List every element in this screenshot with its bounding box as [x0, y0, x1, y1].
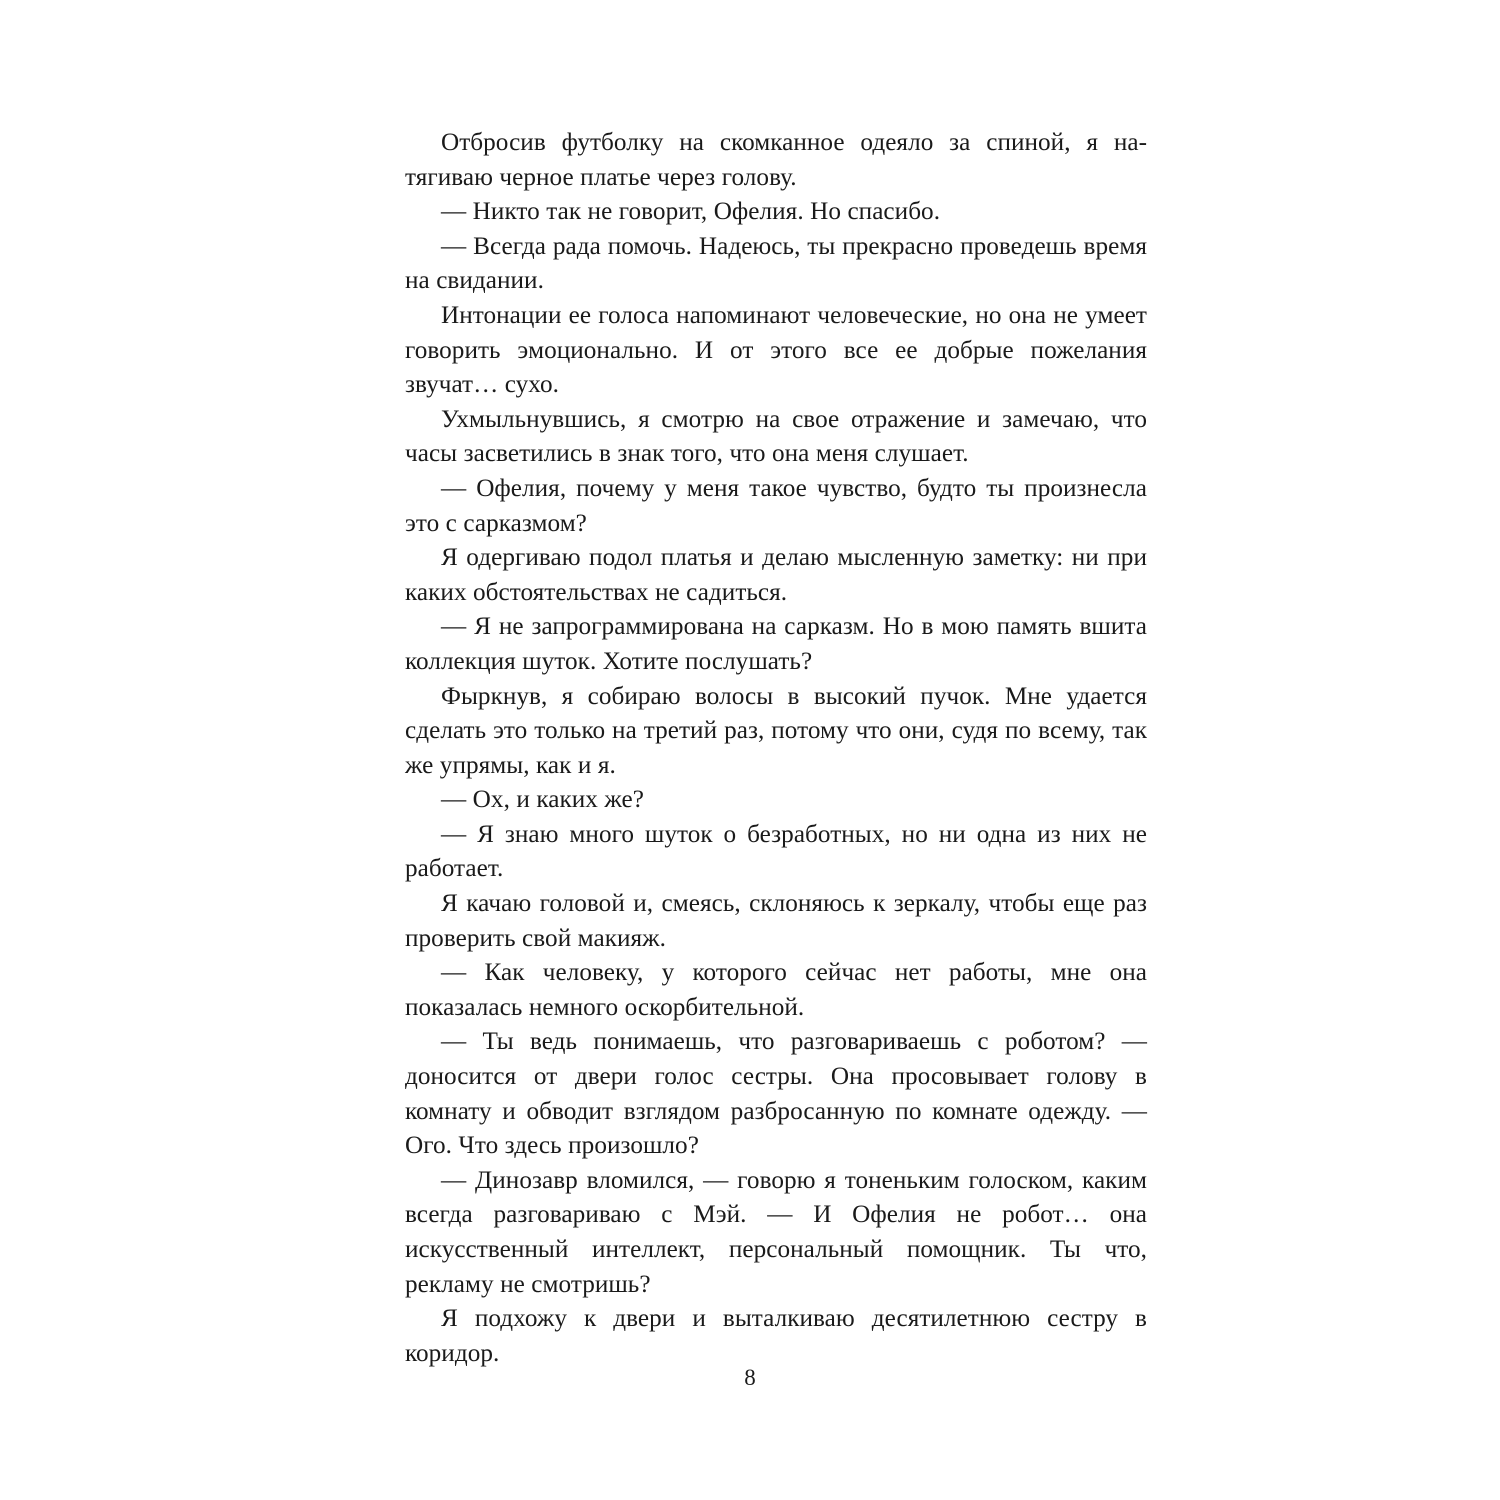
paragraph: — Никто так не говорит, Офелия. Но спасибо.: [441, 198, 941, 226]
paragraph: Я качаю головой и, смеясь, склоняюсь к зеркалу, чтобы еще раз проверить свой макияж.: [405, 890, 1147, 952]
paragraph: Фыркнув, я собираю волосы в высокий пучок. Мне удается сделать это только на третий раз, потому что они, судя по всему, так же упрямы, как и я.: [405, 682, 1147, 779]
page-number: 8: [744, 1365, 756, 1390]
paragraph: — Я знаю много шуток о безработных, но ни одна из них не работает.: [405, 820, 1147, 883]
paragraph: — Как человеку, у которого сейчас нет работы, мне она показалась немного оскорбительной.: [405, 959, 1147, 1021]
paragraph: — Офелия, почему у меня такое чувство, будто ты произнесла это с сарказмом?: [405, 474, 1147, 537]
paragraph: — Динозавр вломился, — говорю я тоненьким голоском, каким всегда разговариваю с Мэй. — И Офелия не робот… она искусственный интеллект, персональный помощник. Ты что, рекламу не смотришь?: [405, 1166, 1147, 1298]
paragraph: — Ты ведь понимаешь, что разговариваешь с роботом? — доносится от двери голос сестры. Она просовывает голову в комнату и обводит взглядом разбросанную по комнате одежду. — Ого. Что здесь произошло?: [405, 1028, 1147, 1160]
page-text-block: [405, 126, 1147, 1371]
paragraph: Отбросив футболку на скомканное одеяло за спиной, я натягиваю черное платье через голову.: [405, 129, 1147, 191]
paragraph: Интонации ее голоса напоминают человеческие, но она не умеет говорить эмоционально. И от этого все ее добрые пожелания звучат… сухо.: [405, 301, 1147, 399]
paragraph: Я одергиваю подол платья и делаю мысленную заметку: ни при каких обстоятельствах не садиться.: [405, 544, 1147, 606]
paragraph: — Ох, и каких же?: [441, 786, 644, 814]
paragraph: Ухмыльнувшись, я смотрю на свое отражение и замечаю, что часы засветились в знак того, что она меня слушает.: [405, 405, 1147, 468]
paragraph: — Всегда рада помочь. Надеюсь, ты прекрасно проведешь время на свидании.: [405, 232, 1147, 295]
paragraph: — Я не запрограммирована на сарказм. Но в мою память вшита коллекция шуток. Хотите послушать?: [405, 613, 1147, 675]
paragraph: Я подхожу к двери и выталкиваю десятилетнюю сестру в коридор.: [405, 1305, 1147, 1367]
